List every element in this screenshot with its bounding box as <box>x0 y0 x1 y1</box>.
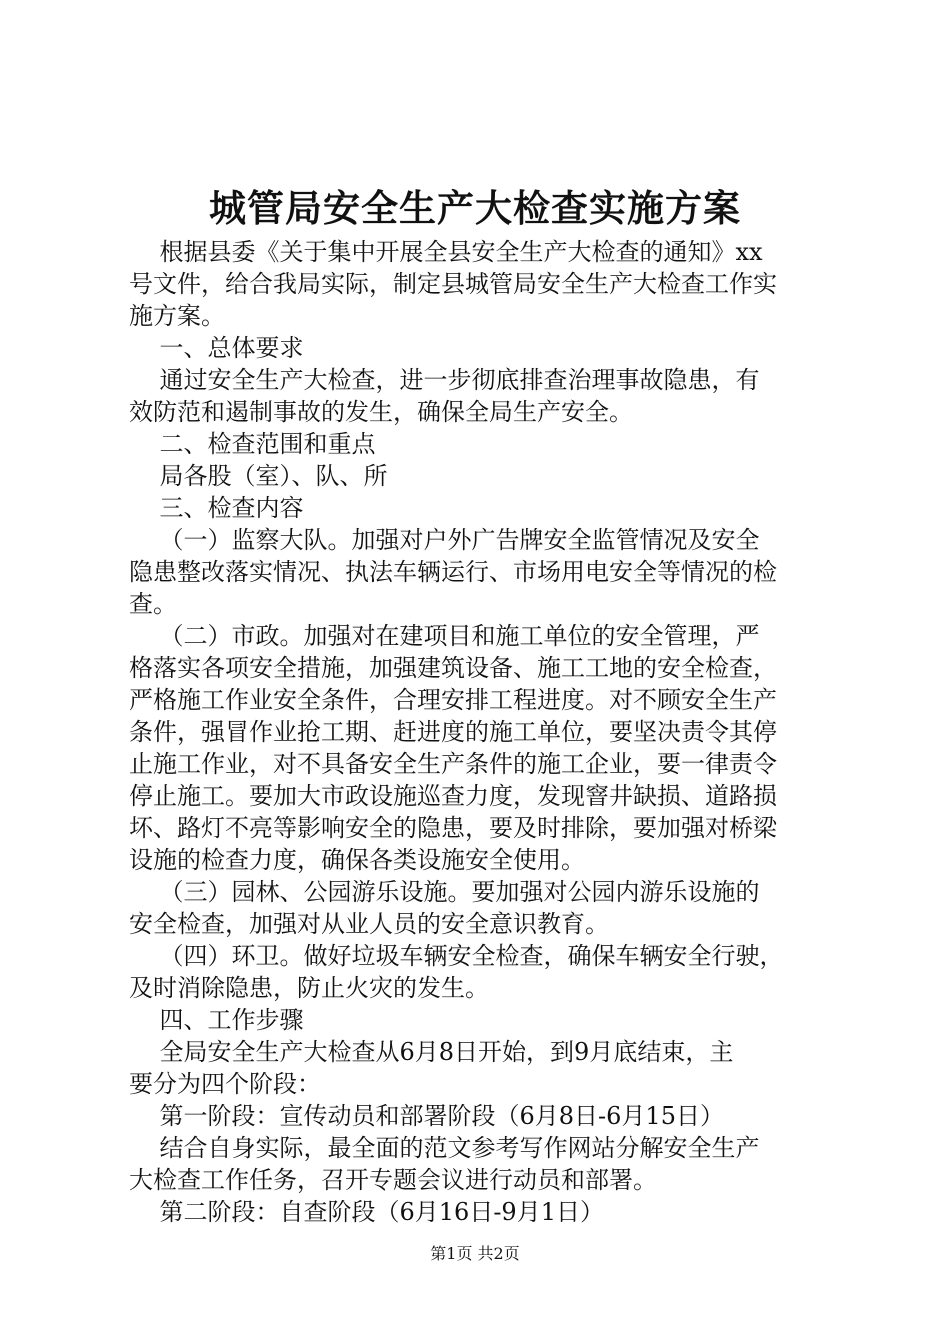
body-line: 施方案。 <box>129 302 225 330</box>
section-heading: 三、检查内容 <box>129 494 304 522</box>
body-line: 隐患整改落实情况、执法车辆运行、市场用电安全等情况的检 <box>129 558 777 586</box>
body-line: 止施工作业，对不具备安全生产条件的施工企业，要一律责令 <box>129 750 777 778</box>
body-line: 第二阶段：自查阶段（6月16日-9月1日） <box>129 1198 604 1226</box>
body-line: 设施的检查力度，确保各类设施安全使用。 <box>129 846 585 874</box>
body-line: 格落实各项安全措施，加强建筑设备、施工工地的安全检查， <box>129 654 777 682</box>
body-line: 效防范和遏制事故的发生，确保全局生产安全。 <box>129 398 633 426</box>
body-line: 及时消除隐患，防止火灾的发生。 <box>129 974 489 1002</box>
body-line: （二）市政。加强对在建项目和施工单位的安全管理，严 <box>129 622 760 650</box>
body-line: 结合自身实际，最全面的范文参考写作网站分解安全生产 <box>129 1134 760 1162</box>
body-line: 局各股（室）、队、所 <box>129 462 388 490</box>
section-heading: 四、工作步骤 <box>129 1006 304 1034</box>
body-line: 通过安全生产大检查，进一步彻底排查治理事故隐患，有 <box>129 366 760 394</box>
body-line: 号文件，给合我局实际，制定县城管局安全生产大检查工作实 <box>129 270 777 298</box>
page-footer: 第1页 共2页 <box>430 1244 520 1263</box>
body-line: （四）环卫。做好垃圾车辆安全检查，确保车辆安全行驶， <box>129 942 784 970</box>
body-line: 条件，强冒作业抢工期、赶进度的施工单位，要坚决责令其停 <box>129 718 777 746</box>
section-heading: 二、检查范围和重点 <box>129 430 376 458</box>
body-line: （一）监察大队。加强对户外广告牌安全监管情况及安全 <box>129 526 760 554</box>
document-body <box>129 236 834 1228</box>
body-line: （三）园林、公园游乐设施。要加强对公园内游乐设施的 <box>129 878 760 906</box>
body-line: 第一阶段：宣传动员和部署阶段（6月8日-6月15日） <box>129 1102 724 1130</box>
body-line: 停止施工。要加大市政设施巡查力度，发现窨井缺损、道路损 <box>129 782 777 810</box>
section-heading: 一、总体要求 <box>129 334 304 362</box>
document-title: 城管局安全生产大检查实施方案 <box>209 186 741 230</box>
body-line: 查。 <box>129 590 177 618</box>
body-line: 全局安全生产大检查从6月8日开始，到9月底结束，主 <box>129 1038 734 1066</box>
body-line: 根据县委《关于集中开展全县安全生产大检查的通知》xx <box>129 238 763 266</box>
body-line: 安全检查，加强对从业人员的安全意识教育。 <box>129 910 609 938</box>
body-line: 坏、路灯不亮等影响安全的隐患，要及时排除，要加强对桥梁 <box>129 814 777 842</box>
body-line: 严格施工作业安全条件，合理安排工程进度。对不顾安全生产 <box>129 686 777 714</box>
body-line: 大检查工作任务，召开专题会议进行动员和部署。 <box>129 1166 657 1194</box>
body-line: 要分为四个阶段： <box>129 1070 321 1098</box>
